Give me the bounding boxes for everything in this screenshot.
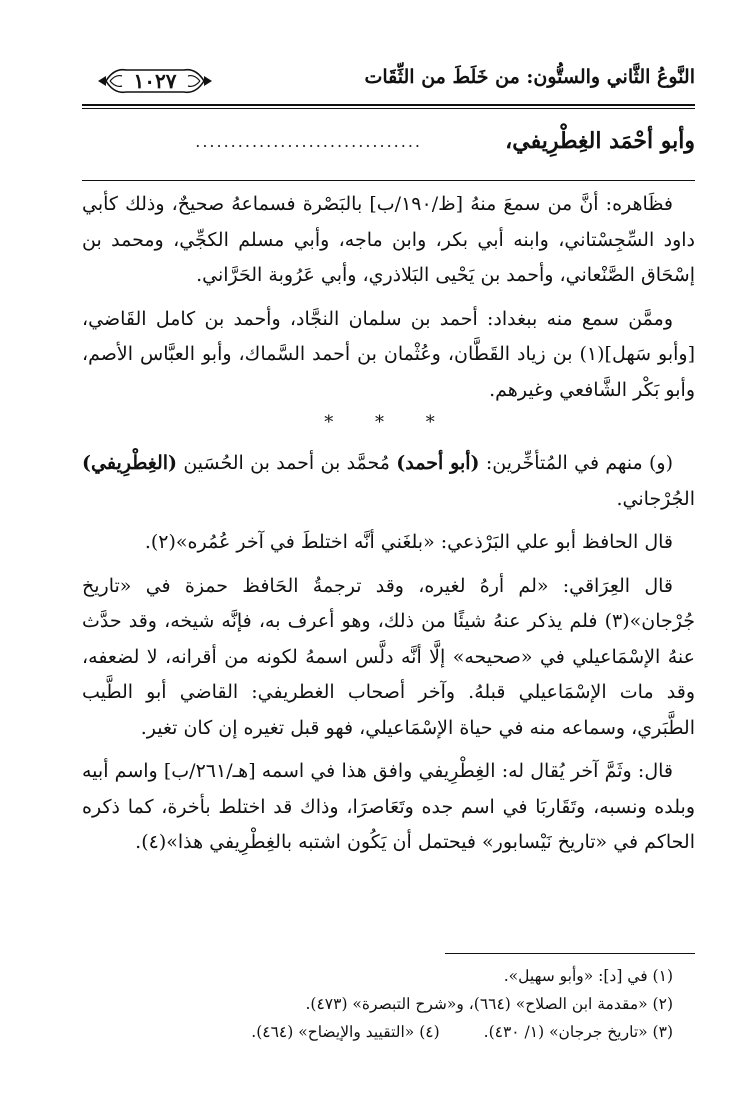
- footnote-2: (٢) «مقدمة ابن الصلاح» (٦٦٤)، و«شرح التبصرة» (٤٧٣).: [305, 995, 673, 1013]
- footnote-3: (٣) «تاريخ جرجان» (١/ ٤٣٠).: [483, 1023, 673, 1041]
- entry-lead: (و) منهم في المُتأخِّرين:: [479, 452, 673, 474]
- entry-nisba: (الغِطْرِيفي): [82, 452, 178, 474]
- footnotes: [82, 962, 673, 1046]
- page-number-ornament: [96, 64, 214, 98]
- entry-kunya: (أبو أحمد): [396, 452, 480, 474]
- paragraph: قال: وثَمَّ آخر يُقال له: الغِطْرِيفي وافق هذا في اسمه [هـ/٢٦١/ب] واسم أبيه وبلده ونسبه، وتَقَاربَا في اسم جده وتَعَاصرَا، وذاك قد اختلط بأخرة، كما ذكره الحاكم في «تاريخ نَيْسابور» فيحتمل أن يَكُون اشتبه بالغِطْرِيفي هذا»(٤).: [82, 760, 695, 853]
- page-header: [82, 58, 695, 110]
- footnote-rule: [445, 953, 695, 954]
- leader-dots: ................................: [195, 132, 422, 151]
- section-rule: [82, 180, 695, 181]
- paragraph: فظَاهره: أنَّ من سمعَ منهُ [ظ/١٩٠/ب] بالبَصْرة فسماعهُ صحيحٌ، وذلك كأبي داود السِّجِسْتاني، وابنه أبي بكر، وابن ماجه، وأبي مسلم الكجِّي، ومحمد بن إسْحَاق الصَّنْعاني، وأحمد بن يَحْيى البَلاذري، وأبي عَرُوبة الحَرَّاني.: [82, 193, 695, 286]
- paragraph: وممَّن سمع منه ببغداد: أحمد بن سلمان النجَّاد، وأحمد بن كامل القَاضي، [وأبو سَهل](١) بن زياد القَطَّان، وعُثْمان بن أحمد السَّماك، وأبو العبَّاس الأصم، وأبو بَكْر الشَّافعي وغيرهم.: [82, 307, 696, 401]
- page-number: ١٠٢٧: [133, 69, 177, 93]
- header-rule-thin: [82, 108, 695, 109]
- entry-heading: [82, 446, 695, 517]
- entry-name: مُحمَّد بن أحمد بن الحُسَين: [177, 452, 397, 474]
- separator-stars: * * *: [324, 412, 453, 433]
- entry-tail: الجُرْجاني.: [616, 487, 695, 510]
- header-rule: [82, 104, 695, 106]
- running-head: النَّوعُ الثَّاني والستُّون: من خَلَطَ من الثِّقَات: [364, 66, 695, 88]
- footnote-1: (١) في [د]: «وأبو سهيل».: [503, 967, 673, 985]
- footnote-row: [82, 1018, 673, 1046]
- section-title: وأبو أحْمَد الغِطْرِيفي،: [505, 128, 695, 154]
- paragraph: قال العِرَاقي: «لم أرهُ لغيره، وقد ترجمةُ الحَافظ حمزة في «تاريخ جُرْجان»(٣) فلم يذكر عنهُ شيئًا من ذلك، وهو أعرف به، فإنَّه شيخه، وقد حدَّث عنهُ الإسْمَاعيلي في «صحيحه» إلَّا أنَّه دلَّس اسمهُ لكونه من أقرانه، لا لضعفه، وقد مات الإسْمَاعيلي قبلهُ. وآخر أصحاب الغطريفي: القاضي أبو الطَّيب الطَّبَري، وسماعه منه في حياة الإسْمَاعيلي، فهو قبل تغيره إن كان تغير.: [82, 574, 695, 739]
- footnote-4: (٤) «التقييد والإيضاح» (٤٦٤).: [251, 1023, 440, 1041]
- main-text: [82, 187, 695, 861]
- paragraph: قال الحافظ أبو علي البَرْذعي: «بلغَني أنَّه اختلطَ في آخر عُمُره»(٢).: [144, 531, 673, 553]
